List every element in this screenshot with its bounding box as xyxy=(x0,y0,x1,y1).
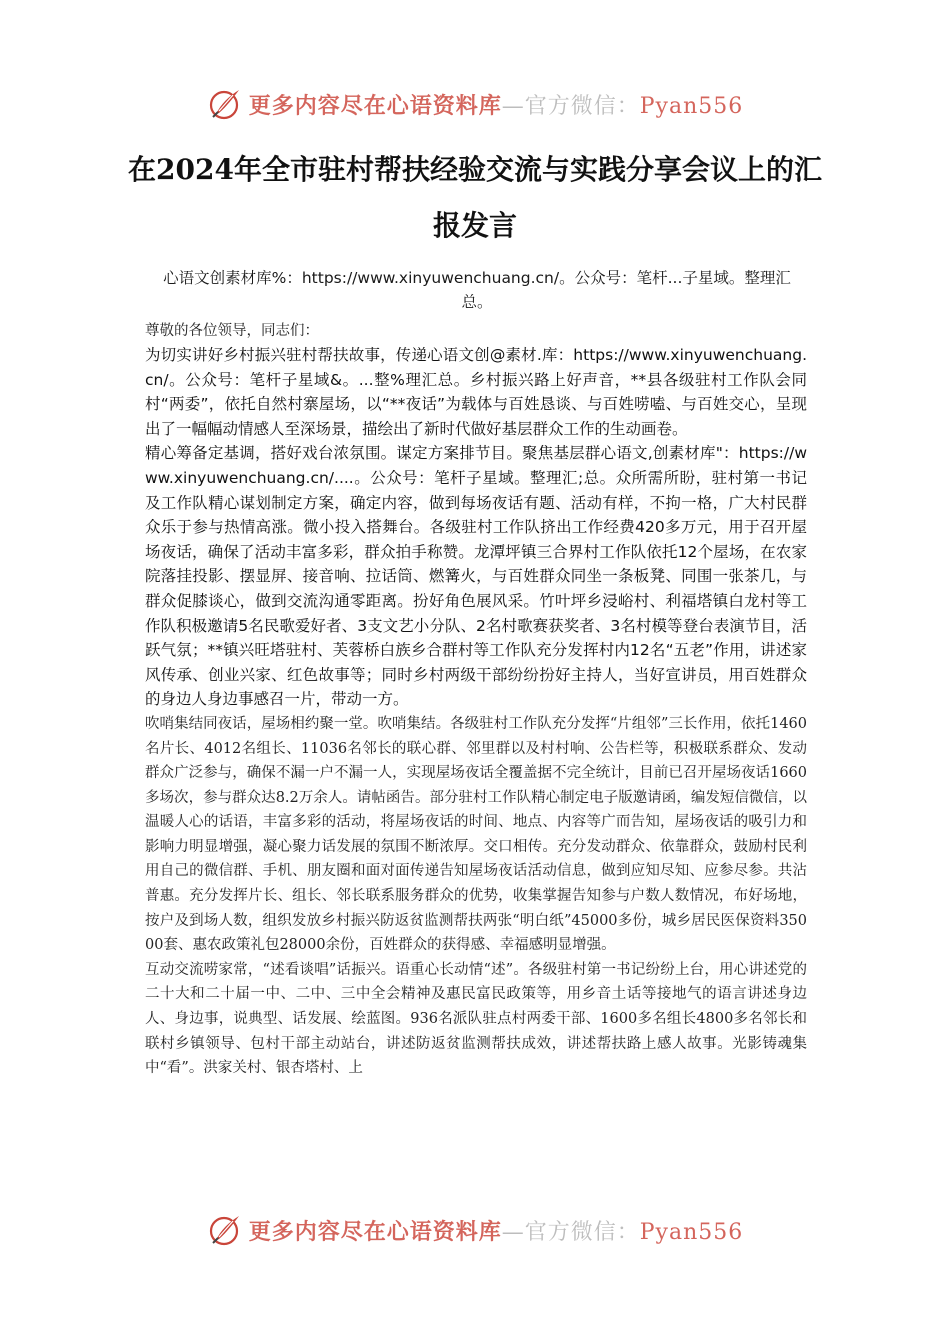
banner-separator: — xyxy=(501,93,525,119)
banner-main-text: 更多内容尽在心语资料库 xyxy=(248,92,502,119)
paragraph-1: 为切实讲好乡村振兴驻村帮扶故事，传递心语文创@素材.库：https://www.xinyuwenchuang.cn/。公众号：笔杆子星域&。...整%理汇总。乡村振兴路上好声音，**县各级驻村工作队会同村“两委”，依托自然村寨屋场，以“**夜话”为载体与百姓恳谈、与百姓唠嗑、与百姓交心，呈现出了一幅幅动情感人至深场景，描绘出了新时代做好基层群众工作的生动画卷。 xyxy=(145,346,807,438)
pen-feather-logo-icon xyxy=(207,86,243,122)
paragraph-2: 精心筹备定基调，搭好戏台浓氛围。谋定方案排节目。聚焦基层群心语文,创素材库"：https://www.xinyuwenchuang.cn/....。公众号：笔杆子星域。整理汇;总。众所需所盼，驻村第一书记及工作队精心谋划制定方案，确定内容，做到每场夜话有题、活动有样，不拘一格，广大村民群众乐于参与热情高涨。微小投入搭舞台。各级驻村工作队挤出工作经费420多万元，用于召开屋场夜话，确保了活动丰富多彩，群众拍手称赞。龙潭坪镇三合界村工作队依托12个屋场，在农家院落挂投影、摆显屏、接音响、拉话筒、燃篝火，与百姓群众同坐一条板凳、同围一张茶几，与群众促膝谈心，做到交流沟通零距离。扮好角色展风采。竹叶坪乡浸峪村、利福塔镇白龙村等工作队积极邀请5名民歌爱好者、3支文艺小分队、2名村歌赛获奖者、3名村模等登台表演节目，活跃气氛；**镇兴旺塔驻村、芙蓉桥白族乡合群村等工作队充分发挥村内12名“五老”作用，讲述家风传承、创业兴家、红色故事等；同时乡村两级干部纷纷扮好主持人，当好宣讲员，用百姓群众的身边人身边事感召一片，带动一方。 xyxy=(145,444,807,709)
banner-separator: — xyxy=(501,1219,525,1245)
banner-sub-text: 官方微信： xyxy=(524,1219,640,1245)
header-banner xyxy=(0,82,950,126)
banner-wechat-id: Pyan556 xyxy=(639,1219,744,1245)
paragraph-3: 吹哨集结同夜话，屋场相约聚一堂。吹哨集结。各级驻村工作队充分发挥“片组邻”三长作用，依托1460名片长、4012名组长、11036名邻长的联心群、邻里群以及村村响、公告栏等，积极联系群众、发动群众广泛参与，确保不漏一户不漏一人，实现屋场夜话全覆盖据不完全统计，目前已召开屋场夜话1660多场次，参与群众达8.2万余人。请帖函告。部分驻村工作队精心制定电子版邀请函，编发短信微信，以温暖人心的话语，丰富多彩的活动，将屋场夜话的时间、地点、内容等广而告知，屋场夜话的吸引力和影响力明显增强，凝心聚力话发展的氛围不断浓厚。交口相传。充分发动群众、依靠群众，鼓励村民利用自己的微信群、手机、朋友圈和面对面传递告知屋场夜话活动信息，做到应知尽知、应参尽参。共沾普惠。充分发挥片长、组长、邻长联系服务群众的优势，收集掌握告知参与户数人数情况，布好场地，按户及到场人数，组织发放乡村振兴防返贫监测帮扶两张“明白纸”45000多份，城乡居民医保资料35000套、惠农政策礼包28000余份，百姓群众的获得感、幸福感明显增强。 xyxy=(145,715,807,954)
document-title: 在2024年全市驻村帮扶经验交流与实践分享会议上的汇报发言 xyxy=(128,153,822,242)
paragraph-4: 互动交流唠家常，“述看谈唱”话振兴。语重心长动情“述”。各级驻村第一书记纷纷上台，用心讲述党的二十大和二十届一中、二中、三中全会精神及惠民富民政策等，用乡音土话等接地气的语言讲述身边人、身边事，说典型、话发展、绘蓝图。936名派队驻点村两委干部、1600多名组长4800多名邻长和联村乡镇领导、包村干部主动站台，讲述防返贫监测帮扶成效，讲述帮扶路上感人故事。光影铸魂集中“看”。洪家关村、银杏塔村、上 xyxy=(145,961,807,1077)
banner-wechat-id: Pyan556 xyxy=(639,93,744,119)
source-line: 心语文创素材库%：https://www.xinyuwenchuang.cn/。公众号：笔杆...子星域。整理汇总。 xyxy=(163,269,791,311)
footer-banner xyxy=(0,1208,950,1252)
banner-sub-text: 官方微信： xyxy=(524,93,640,119)
greeting: 尊敬的各位领导，同志们： xyxy=(145,323,319,339)
banner-main-text: 更多内容尽在心语资料库 xyxy=(248,1218,502,1245)
pen-feather-logo-icon xyxy=(207,1212,243,1248)
document-body xyxy=(145,320,807,1081)
